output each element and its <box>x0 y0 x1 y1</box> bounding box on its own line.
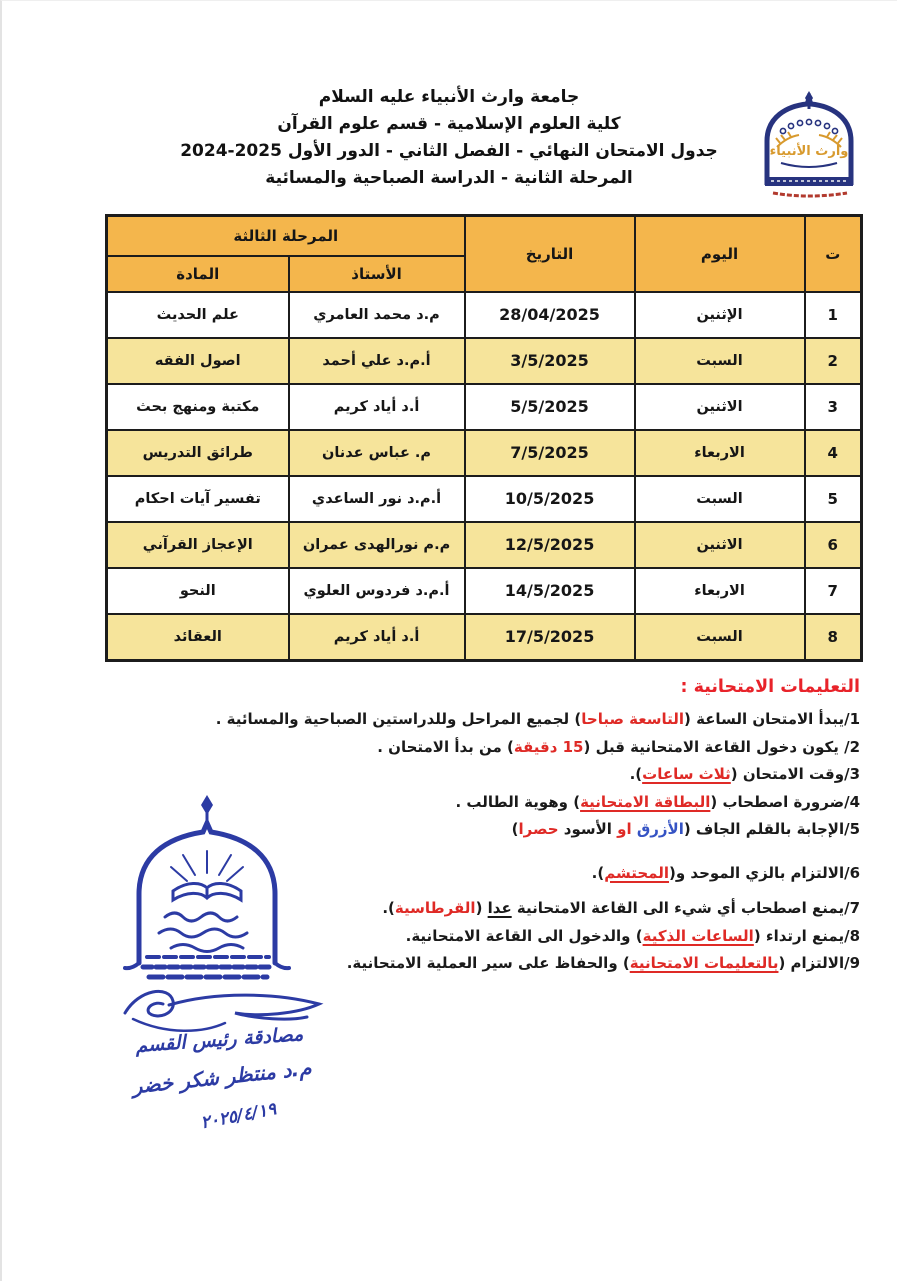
cell-day: السبت <box>635 338 805 384</box>
cell-day: الاربعاء <box>635 568 805 614</box>
text-segment: ) من بدأ الامتحان . <box>377 737 514 756</box>
cell-date: 28/04/2025 <box>465 292 635 338</box>
cell-index: 8 <box>805 614 862 661</box>
cell-professor: م.د محمد العامري <box>289 292 465 338</box>
approval-handwriting <box>114 1022 330 1136</box>
text-segment: 15 دقيقة <box>513 737 584 756</box>
cell-day: السبت <box>635 476 805 522</box>
heading-stage-study: المرحلة الثانية - الدراسة الصباحية والمسائية <box>265 168 633 188</box>
text-segment: ) والحفاظ على سير العملية الامتحانية. <box>346 954 630 972</box>
text-segment: ). <box>591 863 605 882</box>
cell-subject: مكتبة ومنهج بحث <box>107 384 289 430</box>
col-header-professor: الأستاذ <box>289 256 465 292</box>
text-segment: 2/ يكون دخول القاعة الامتحانية قبل ( <box>583 737 860 756</box>
cell-index: 5 <box>805 476 862 522</box>
text-segment: البطاقة الامتحانية <box>580 792 711 811</box>
cell-professor: أ.م.د علي أحمد <box>289 338 465 384</box>
text-segment: التاسعة صباحا <box>581 710 685 728</box>
text-segment: ( <box>475 899 488 917</box>
cell-index: 1 <box>805 292 862 338</box>
cell-subject: علم الحديث <box>107 292 289 338</box>
text-segment: الساعات الذكية <box>642 926 754 945</box>
schedule-row <box>107 338 862 384</box>
cell-date: 14/5/2025 <box>465 568 635 614</box>
cell-subject: اصول الفقه <box>107 338 289 384</box>
cell-day: الاثنين <box>635 384 805 430</box>
cell-professor: م.م نورالهدى عمران <box>289 522 465 568</box>
text-segment: 6/الالتزام بالزي الموحد و( <box>669 863 860 882</box>
schedule-row <box>107 614 862 661</box>
text-segment: 1/يبدأ الامتحان الساعة ( <box>684 710 860 728</box>
text-segment: ) <box>511 820 519 838</box>
cell-index: 7 <box>805 568 862 614</box>
text-segment: القرطاسية <box>394 899 476 917</box>
text-segment: 7/يمنع اصطحاب أي شيء الى القاعة الامتحانية <box>511 899 860 917</box>
cell-date: 17/5/2025 <box>465 614 635 661</box>
signature <box>125 991 173 1016</box>
cell-subject: العقائد <box>107 614 289 661</box>
cell-date: 12/5/2025 <box>465 522 635 568</box>
logo-emblem-text: وارث الأنبياء <box>769 144 849 159</box>
cell-date: 7/5/2025 <box>465 430 635 476</box>
schedule-row <box>107 292 862 338</box>
cell-professor: أ.د أياد كريم <box>289 384 465 430</box>
cell-subject: الإعجاز القرآني <box>107 522 289 568</box>
cell-subject: تفسير آيات احكام <box>107 476 289 522</box>
text-segment: بالتعليمات الامتحانية <box>629 954 779 972</box>
cell-index: 3 <box>805 384 862 430</box>
text-segment: الأسود <box>558 820 618 838</box>
cell-professor: أ.د أياد كريم <box>289 614 465 661</box>
cell-index: 6 <box>805 522 862 568</box>
instruction-line-3 <box>120 761 860 789</box>
department-stamp <box>107 791 337 1056</box>
cell-index: 4 <box>805 430 862 476</box>
text-segment: ثلاث ساعات <box>642 765 731 783</box>
text-segment: ). <box>382 899 395 917</box>
text-segment: 8/يمنع ارتداء ( <box>753 926 860 945</box>
cell-subject: النحو <box>107 568 289 614</box>
text-segment: 9/الالتزام ( <box>778 954 860 972</box>
text-segment: حصرا <box>518 820 559 838</box>
instruction-line-1 <box>120 706 860 734</box>
schedule-row <box>107 568 862 614</box>
cell-day: الاثنين <box>635 522 805 568</box>
approval-date: ٢٠٢٥/٤/١٩ <box>199 1099 278 1134</box>
table-body <box>107 292 862 661</box>
text-segment: او <box>617 820 632 838</box>
text-segment: عدا <box>487 899 512 917</box>
col-header-day: اليوم <box>635 216 805 292</box>
cell-index: 2 <box>805 338 862 384</box>
cell-day: الاربعاء <box>635 430 805 476</box>
text-segment: ) لجميع المراحل وللدراستين الصباحية والمسائية . <box>215 710 582 728</box>
col-header-subject: المادة <box>107 256 289 292</box>
heading-college: كلية العلوم الإسلامية - قسم علوم القرآن <box>277 114 621 134</box>
cell-professor: أ.م.د نور الساعدي <box>289 476 465 522</box>
text-segment: 5/الإجابة بالقلم الجاف ( <box>683 820 860 838</box>
approval-name: م.د منتظر شكر خضر <box>131 1055 313 1099</box>
instruction-line-2 <box>120 734 860 762</box>
cell-date: 10/5/2025 <box>465 476 635 522</box>
cell-date: 5/5/2025 <box>465 384 635 430</box>
instructions-title: التعليمات الامتحانية : <box>680 677 860 697</box>
stage-header: المرحلة الثالثة <box>107 216 465 256</box>
heading-university: جامعة وارث الأنبياء عليه السلام <box>318 87 580 107</box>
col-header-index: ت <box>805 216 862 292</box>
text-segment: 3/وقت الامتحان ( <box>730 765 860 783</box>
exam-schedule-table <box>105 214 863 662</box>
cell-professor: م. عباس عدنان <box>289 430 465 476</box>
text-segment: 4/ضرورة اصطحاب ( <box>710 792 860 811</box>
schedule-row <box>107 476 862 522</box>
document-heading <box>39 84 859 192</box>
schedule-row <box>107 522 862 568</box>
cell-date: 3/5/2025 <box>465 338 635 384</box>
cell-day: السبت <box>635 614 805 661</box>
approval-title: مصادقة رئيس القسم <box>134 1023 304 1057</box>
text-segment: ) وهوية الطالب . <box>455 792 581 811</box>
cell-day: الإثنين <box>635 292 805 338</box>
cell-subject: طرائق التدريس <box>107 430 289 476</box>
heading-schedule-title: جدول الامتحان النهائي - الفصل الثاني - الدور الأول 2025-2024 <box>180 141 718 161</box>
text-segment: الأزرق <box>636 820 684 838</box>
cell-professor: أ.م.د فردوس العلوي <box>289 568 465 614</box>
text-segment: ) والدخول الى القاعة الامتحانية. <box>405 926 643 945</box>
schedule-row <box>107 384 862 430</box>
table-header-row <box>107 216 862 256</box>
text-segment: ). <box>629 765 643 783</box>
col-header-date: التاريخ <box>465 216 635 292</box>
schedule-row <box>107 430 862 476</box>
text-segment: المحتشم <box>604 863 670 882</box>
